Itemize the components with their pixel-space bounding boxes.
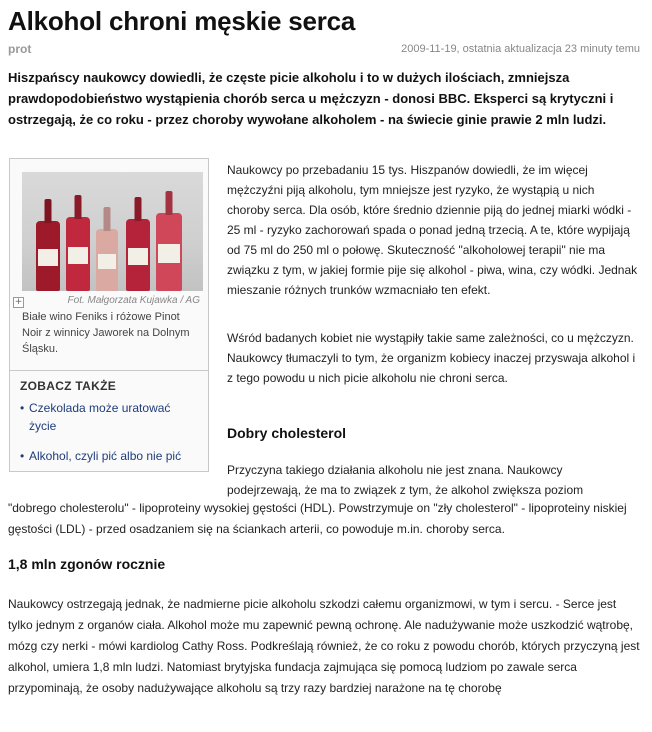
paragraph-1: Naukowcy po przebadaniu 15 tys. Hiszpanów dowiedli, że im więcej mężczyźni piją alkoholu, tym mniejsze jest ryzyko, że wystąpią u nich choroby serca. Dla osób, które średnio dziennie piją do jednej miarki wódki - 25 ml - ryzyko zachorowań spada o ponad jedną trzecią. A te, które wypijają od 75 ml do 250 ml o połowę. Skuteczność "alkoholowej terapii" nie ma związku z tym, w jakiej formie pije się alkohol - piwa, wina, czy wódki. Jednak mieszanie różnych trunków wzmacniało ten efekt. <box>227 163 638 297</box>
publish-date: 2009-11-19, ostatnia aktualizacja 23 minuty temu <box>401 43 640 55</box>
photo-caption: Białe wino Feniks i różowe Pinot Noir z winnicy Jaworek na Dolnym Śląsku. <box>22 311 190 355</box>
sidebar-box <box>9 158 209 472</box>
bullet-icon: • <box>20 449 25 463</box>
paragraph-3b: "dobrego cholesterolu" - lipoproteiny wysokiej gęstości (HDL). Powstrzymuje on "zły cholesterol" - lipoproteiny niskiej gęstości (LDL) - przed osadzaniem się na ściankach arterii, co powoduje m.in. choroby serca. <box>8 501 627 536</box>
bottle-5 <box>156 213 182 291</box>
article-lead: Hiszpańscy naukowcy dowiedli, że częste picie alkoholu i to w dużych ilościach, zmniejsza prawdopodobieństwo wystąpienia chorób serca u mężczyzn - donosi BBC. Eksperci są krytyczni i ostrzegają, że co roku - przez choroby wywołane alkoholem - na świecie ginie prawie 2 mln ludzi. <box>8 70 614 127</box>
see-also-link[interactable]: • Alkohol, czyli pić albo nie pić <box>20 449 182 463</box>
bottle-3 <box>96 229 118 291</box>
author[interactable]: prot <box>8 42 32 56</box>
paragraph-2: Wśród badanych kobiet nie wystąpiły takie same zależności, co u mężczyzn. Naukowcy tłumaczyli to tym, że organizm kobiecy inaczej przyswaja alkohol i z tego powodu u nich picie alkoholu nie chroni serca. <box>227 331 636 385</box>
see-also-list <box>20 399 200 465</box>
plus-square-icon[interactable]: + <box>14 297 23 307</box>
bottle-1 <box>36 221 60 291</box>
see-also-section <box>10 370 208 477</box>
photo-credit: Fot. Małgorzata Kujawka / AG <box>67 295 200 306</box>
bullet-icon: • <box>20 401 25 415</box>
paragraph-3a: Przyczyna takiego działania alkoholu nie jest znana. Naukowcy podejrzewają, że ma to związek z tym, że alkohol zwiększa poziom <box>227 463 584 497</box>
subheading-cholesterol: Dobry cholesterol <box>227 425 347 441</box>
bottle-4 <box>126 219 150 291</box>
wine-bottles-photo[interactable] <box>22 172 203 291</box>
see-also-link[interactable]: • Czekolada może uratować życie <box>20 401 171 433</box>
article-meta <box>8 42 640 56</box>
subheading-deaths: 1,8 mln zgonów rocznie <box>8 556 166 572</box>
bottle-2 <box>66 217 90 291</box>
article-title: Alkohol chroni męskie serca <box>8 6 356 36</box>
paragraph-4: Naukowcy ostrzegają jednak, że nadmierne picie alkoholu szkodzi całemu organizmowi, w tym i sercu. - Serce jest tylko jednym z organów ciała. Alkohol może mu zapewnić pewną ochronę. Ale nadużywanie może uszkodzić wątrobę, mózg czy nerki - mówi kardiolog Cathy Ross. Podkreślają również, że co roku z powodu chorób, których przyczyną jest alkohol, umiera 1,8 mln ludzi. Natomiast brytyjska fundacja zajmująca się pomocą ludziom po zawale serca przypominają, że osoby nadużywające alkoholu są trzy razy bardziej narażone na tę chorobę <box>8 597 640 695</box>
see-also-title: ZOBACZ TAKŻE <box>20 379 117 393</box>
